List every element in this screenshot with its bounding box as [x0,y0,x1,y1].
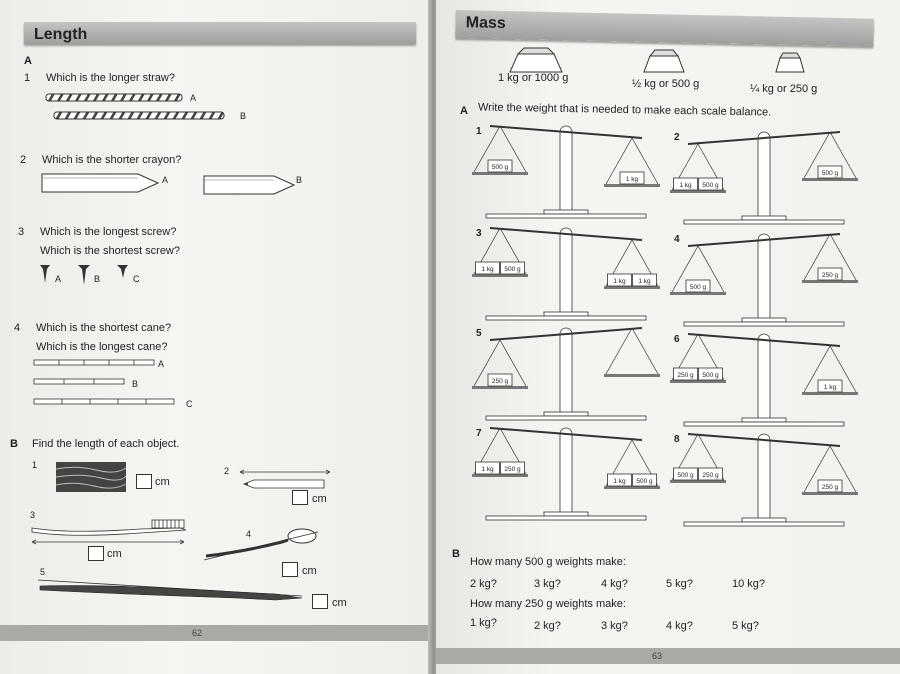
svg-text:1 kg: 1 kg [823,384,837,391]
weight-right-1 [620,172,644,184]
mass-title-banner [455,10,873,47]
svg-text:500 g: 500 g [702,372,719,379]
paintbrush-illustration [36,576,306,602]
crayons-illustration [40,172,303,198]
section-a-label: A [24,55,32,67]
q3-label-c: C [133,274,140,284]
q4-text-2: Which is the longest cane? [36,341,168,353]
q1-label-a: A [190,93,197,103]
svg-text:1 kg: 1 kg [481,466,494,473]
balance-scale-2 [678,128,858,228]
balance-scale-4 [678,230,858,330]
svg-text:250 g: 250 g [504,466,521,473]
object-1-unit: cm [155,476,170,488]
svg-text:1 kg: 1 kg [638,278,651,285]
object-2-answer-box[interactable] [292,490,308,505]
q1-label-b: B [240,111,247,121]
weight-250g-label: ¼ kg or 250 g [750,83,818,95]
right-page [436,0,900,674]
svg-text:250 g: 250 g [491,378,509,385]
svg-text:500 g: 500 g [636,478,653,485]
row1-item-3: 4 kg? [601,578,628,590]
page-title: Length [34,26,88,43]
svg-text:250 g: 250 g [821,272,839,279]
spoon-illustration [202,528,332,564]
object-1-answer-box[interactable] [136,474,152,489]
weight-left-2 [699,178,723,190]
weight-left-1 [488,374,512,386]
q2-text: Which is the shorter crayon? [42,154,182,166]
row1-item-2: 3 kg? [534,578,561,590]
weight-right-1 [818,380,842,392]
left-footer [0,625,432,641]
weight-left-1 [674,368,698,380]
straws-illustration [44,92,197,122]
row1-item-4: 5 kg? [666,578,693,590]
q4-label-a: A [158,359,165,369]
weight-right-2 [633,474,657,486]
page-title-mass: Mass [465,14,506,33]
svg-text:500 g: 500 g [504,266,521,273]
scale-8-number: 8 [674,434,680,445]
q4-label-c: C [186,399,193,409]
svg-text:500 g: 500 g [821,170,839,177]
q4-label-b: B [132,379,139,389]
object-3-answer-box[interactable] [88,546,104,561]
scale-7-number: 7 [476,428,482,439]
weight-500g-label: ½ kg or 500 g [632,78,700,90]
svg-text:500 g: 500 g [677,472,694,479]
balance-scale-8 [678,430,858,530]
object-2-number: 2 [224,466,230,476]
weight-left-2 [699,468,723,480]
q3-label-b: B [94,274,101,284]
weight-right-1 [608,474,632,486]
toothbrush-illustration [30,516,190,546]
q2-label-b: B [296,175,303,185]
section-b-text: Find the length of each object. [32,438,180,450]
object-5-number: 5 [40,567,46,577]
mass-section-a-text: Write the weight that is needed to make each scale balance. [477,101,772,119]
row2-item-4: 4 kg? [666,620,693,632]
scale-2-number: 2 [674,132,680,143]
q3-text-2: Which is the shortest screw? [40,245,180,257]
weight-left-2 [501,262,525,274]
svg-text:1 kg: 1 kg [625,176,639,183]
svg-text:500 g: 500 g [702,182,719,189]
svg-text:1 kg: 1 kg [481,266,494,273]
weight-left-1 [476,462,500,474]
svg-text:500 g: 500 g [491,164,509,171]
weight-right-1 [608,274,632,286]
object-4-answer-box[interactable] [282,562,298,577]
weight-1kg-label: 1 kg or 1000 g [498,72,569,84]
weight-left-1 [674,178,698,190]
object-3-number: 3 [30,510,36,520]
object-4-unit: cm [302,565,317,577]
q3-text-1: Which is the longest screw? [40,226,177,238]
object-2-unit: cm [312,493,327,505]
object-5-unit: cm [332,597,347,609]
object-4-number: 4 [246,529,252,539]
q3-number: 3 [18,226,25,238]
mass-section-a-label: A [460,105,468,117]
svg-text:250 g: 250 g [677,372,694,379]
row1-item-1: 2 kg? [470,578,497,590]
row1-item-5: 10 kg? [732,578,766,590]
wood-block-illustration [56,462,128,494]
balance-scale-5 [480,324,660,424]
q2-number: 2 [20,154,27,166]
balance-scale-7 [480,424,660,524]
canes-illustration [34,358,194,408]
right-page-number: 63 [652,651,663,661]
q3-label-a: A [55,274,62,284]
right-footer [436,648,900,664]
left-page [0,0,432,674]
balance-scale-1 [480,122,660,222]
q250-text: How many 250 g weights make: [470,598,626,610]
q4-text-1: Which is the shortest cane? [36,322,172,334]
object-3-unit: cm [107,548,122,560]
svg-text:250 g: 250 g [821,484,839,491]
balance-scale-3 [480,224,660,324]
weight-left-1 [674,468,698,480]
balance-scale-6 [678,330,858,430]
scale-5-number: 5 [476,328,482,339]
q1-text: Which is the longer straw? [46,72,175,84]
weight-right-1 [818,166,842,178]
weight-left-1 [476,262,500,274]
left-page-number: 62 [192,628,203,638]
scale-3-number: 3 [476,228,482,239]
weight-right-1 [818,480,842,492]
svg-text:1 kg: 1 kg [613,278,626,285]
scale-6-number: 6 [674,334,680,345]
row2-item-5: 5 kg? [732,620,759,632]
svg-text:1 kg: 1 kg [679,182,692,189]
weight-left-2 [501,462,525,474]
object-5-answer-box[interactable] [312,594,328,609]
pencil-illustration [236,466,336,492]
mass-section-b-label: B [452,548,460,560]
svg-text:250 g: 250 g [702,472,719,479]
q1-number: 1 [24,72,31,84]
row2-item-2: 2 kg? [534,620,561,632]
q4-number: 4 [14,322,21,334]
row2-item-1: 1 kg? [470,617,497,629]
svg-text:500 g: 500 g [689,284,707,291]
object-1-number: 1 [32,460,38,470]
q2-label-a: A [162,175,169,185]
weight-left-1 [686,280,710,292]
svg-text:1 kg: 1 kg [613,478,626,485]
weight-left-2 [699,368,723,380]
scale-1-number: 1 [476,126,482,137]
weight-right-1 [818,268,842,280]
weight-left-1 [488,160,512,172]
weight-right-2 [633,274,657,286]
row2-item-3: 3 kg? [601,620,628,632]
q500-text: How many 500 g weights make: [470,556,626,568]
section-b-label: B [10,438,18,450]
length-title-banner [24,22,416,44]
scale-4-number: 4 [674,234,680,245]
